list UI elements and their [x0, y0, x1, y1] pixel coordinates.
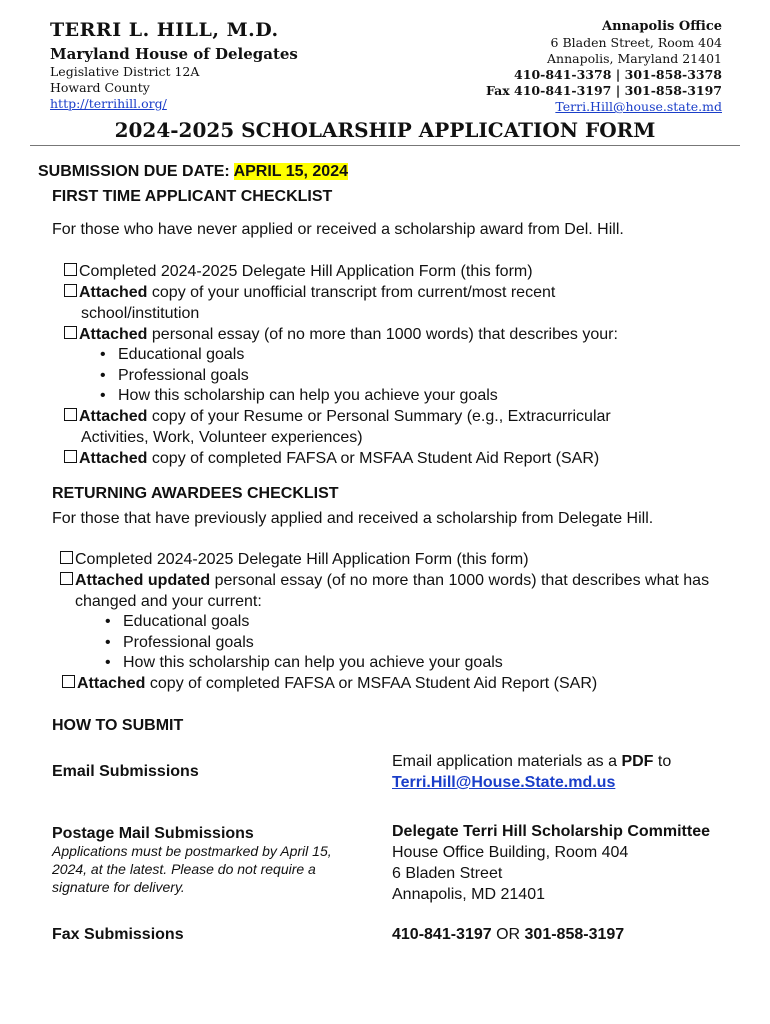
list-item: • How this scholarship can help you achieve your goals [103, 653, 503, 674]
website-link[interactable]: http://terrihill.org/ [50, 96, 167, 111]
office-email-link[interactable]: Terri.Hill@house.state.md [555, 99, 722, 114]
fax-numbers: 410-841-3197 OR 301-858-3197 [392, 926, 625, 943]
list-item: • Educational goals [98, 345, 498, 366]
how-to-submit-heading: HOW TO SUBMIT [52, 717, 184, 734]
first-time-essay-bullets [98, 345, 498, 407]
list-item: • Professional goals [103, 633, 503, 654]
office-fax: Fax 410-841-3197 | 301-858-3197 [485, 83, 722, 98]
office-title: Annapolis Office [601, 19, 722, 34]
letterhead-right [486, 18, 722, 115]
letterhead-left [50, 18, 298, 112]
mail-line-1: House Office Building, Room 404 [392, 844, 629, 861]
first-time-item-5: Attached copy of completed FAFSA or MSFAA Student Aid Report (SAR) [64, 448, 599, 469]
checkbox[interactable] [62, 675, 75, 688]
returning-heading: RETURNING AWARDEES CHECKLIST [52, 485, 339, 502]
address-line-1: 6 Bladen Street, Room 404 [550, 35, 722, 50]
due-label: SUBMISSION DUE DATE: [38, 163, 234, 180]
list-item: • How this scholarship can help you achieve your goals [98, 386, 498, 407]
first-time-intro: For those who have never applied or received a scholarship award from Del. Hill. [52, 221, 624, 238]
returning-item-3: Attached copy of completed FAFSA or MSFAA Student Aid Report (SAR) [62, 673, 597, 694]
returning-item-2: Attached updated personal essay (of no more than 1000 words) that describes what has [60, 570, 709, 591]
returning-essay-bullets [103, 612, 503, 674]
checkbox[interactable] [60, 572, 73, 585]
email-submissions-label: Email Submissions [52, 763, 199, 780]
checkbox[interactable] [64, 284, 77, 297]
returning-item-2-cont: changed and your current: [75, 593, 262, 610]
first-time-item-3: Attached personal essay (of no more than 1000 words) that describes your: [64, 324, 618, 345]
checkbox[interactable] [64, 450, 77, 463]
checkbox[interactable] [60, 551, 73, 564]
mail-address [392, 821, 710, 905]
submission-email-link[interactable]: Terri.Hill@House.State.md.us [392, 774, 616, 791]
committee-name: Delegate Terri Hill Scholarship Committee [392, 823, 711, 840]
checkbox[interactable] [64, 408, 77, 421]
delegate-name: TERRI L. HILL, M.D. [50, 19, 279, 41]
list-item: • Educational goals [103, 612, 503, 633]
county: Howard County [50, 80, 150, 95]
checkbox[interactable] [64, 263, 77, 276]
district: Legislative District 12A [50, 64, 200, 79]
first-time-item-2: Attached copy of your unofficial transcript from current/most recent [64, 282, 555, 303]
form-title: 2024-2025 SCHOLARSHIP APPLICATION FORM [30, 117, 740, 146]
address-line-2: Annapolis, Maryland 21401 [547, 51, 722, 66]
submission-due-date [38, 161, 348, 183]
returning-item-1: Completed 2024-2025 Delegate Hill Application Form (this form) [60, 549, 529, 570]
first-time-item-4-cont: Activities, Work, Volunteer experiences) [81, 429, 363, 446]
checkbox[interactable] [64, 326, 77, 339]
mail-note: Applications must be postmarked by April 15, 2024, at the latest. Please do not require a signature for delivery. [52, 843, 332, 895]
fax-submissions-label: Fax Submissions [52, 926, 184, 943]
mail-submissions-label: Postage Mail Submissions [52, 825, 254, 842]
mail-line-3: Annapolis, MD 21401 [392, 886, 545, 903]
returning-intro: For those that have previously applied and received a scholarship from Delegate Hill. [52, 510, 654, 527]
due-date: APRIL 15, 2024 [233, 163, 348, 180]
mail-line-2: 6 Bladen Street [392, 865, 503, 882]
first-time-item-4: Attached copy of your Resume or Personal Summary (e.g., Extracurricular [64, 406, 611, 427]
house-name: Maryland House of Delegates [50, 45, 298, 63]
first-time-item-2-cont: school/institution [81, 305, 200, 322]
office-phones: 410-841-3378 | 301-858-3378 [514, 67, 722, 82]
email-instructions: Email application materials as a PDF to Terri.Hill@House.State.md.us [392, 753, 672, 791]
list-item: • Professional goals [98, 366, 498, 387]
first-time-item-1: Completed 2024-2025 Delegate Hill Application Form (this form) [64, 261, 533, 282]
first-time-heading: FIRST TIME APPLICANT CHECKLIST [52, 188, 333, 205]
